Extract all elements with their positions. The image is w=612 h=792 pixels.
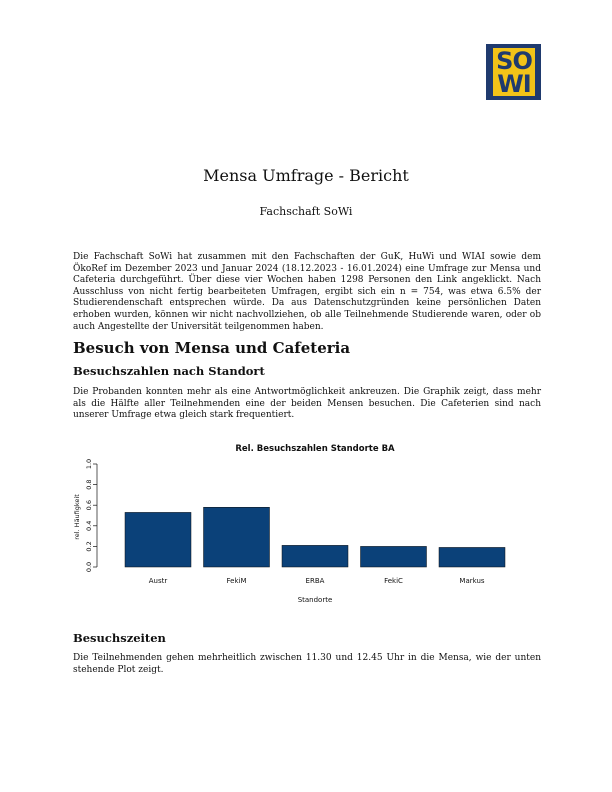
subsection-heading-standort: Besuchszahlen nach Standort (73, 364, 265, 378)
y-tick-label: 0.0 (85, 561, 93, 573)
y-axis (85, 459, 97, 572)
x-tick-label: Markus (459, 577, 485, 585)
bar-austr (125, 512, 191, 567)
y-tick-label: 0.6 (85, 500, 93, 511)
sowi-logo (486, 44, 541, 100)
x-axis-label: Standorte (297, 596, 333, 604)
y-tick-label: 1.0 (85, 458, 93, 470)
x-tick-label: ERBA (305, 577, 325, 585)
logo-text-bottom: WI (497, 70, 531, 98)
intro-paragraph: Die Fachschaft SoWi hat zusammen mit den Fachschaften der GuK, HuWi und WIAI sowie dem ÖkoRef im Dezember 2023 und Januar 2024 (18.12.2023 - 16.01.2024) eine Umfrage zur Mensa und Cafeteria durchgeführt. Über diese vier Wochen haben 1298 Personen den Link angeklickt. Nach Ausschluss von nicht fertig bearbeiteten Umfragen, ergibt sich ein n = 754, was etwa 6.5% der Studierendenschaft entsprechen würde. Da aus Datenschutzgründen keine persönlichen Daten erhoben wurden, können wir nicht nachvollziehen, ob alle Teilnehmende Studierende waren, oder ob auch Angestellte der Universität teilgenommen haben. (73, 252, 541, 332)
bars (125, 507, 505, 567)
x-tick-labels (149, 577, 485, 585)
y-axis-label: rel. Häufigkeit (73, 494, 81, 540)
bar-chart (60, 432, 540, 612)
chart-title: Rel. Besuchszahlen Standorte BA (235, 444, 395, 454)
y-tick-label: 0.4 (85, 520, 93, 531)
y-tick-label: 0.2 (85, 541, 93, 552)
bar-erba (282, 545, 348, 567)
document-author: Fachschaft SoWi (259, 205, 353, 218)
document-title: Mensa Umfrage - Bericht (203, 166, 409, 185)
section-heading: Besuch von Mensa und Cafeteria (73, 339, 351, 357)
x-tick-label: Austr (148, 577, 168, 585)
standort-paragraph: Die Probanden konnten mehr als eine Antwortmöglichkeit ankreuzen. Die Graphik zeigt, dass mehr als die Hälfte aller Teilnehmenden eine der beiden Mensen besuchen. Die Cafeterien sind nach unserer Umfrage etwa gleich stark frequentiert. (73, 387, 541, 421)
y-tick-label: 0.8 (85, 479, 93, 490)
bar-fekic (361, 546, 427, 567)
besuchszeiten-paragraph: Die Teilnehmenden gehen mehrheitlich zwischen 11.30 und 12.45 Uhr in die Mensa, wie der unten stehende Plot zeigt. (73, 653, 541, 675)
logo-text-top: SO (496, 47, 532, 75)
x-tick-label: FekiC (384, 577, 403, 585)
bar-markus (439, 547, 505, 567)
x-tick-label: FekiM (226, 577, 247, 585)
subsection-heading-besuchszeiten: Besuchszeiten (73, 631, 166, 645)
bar-fekim (204, 507, 270, 567)
